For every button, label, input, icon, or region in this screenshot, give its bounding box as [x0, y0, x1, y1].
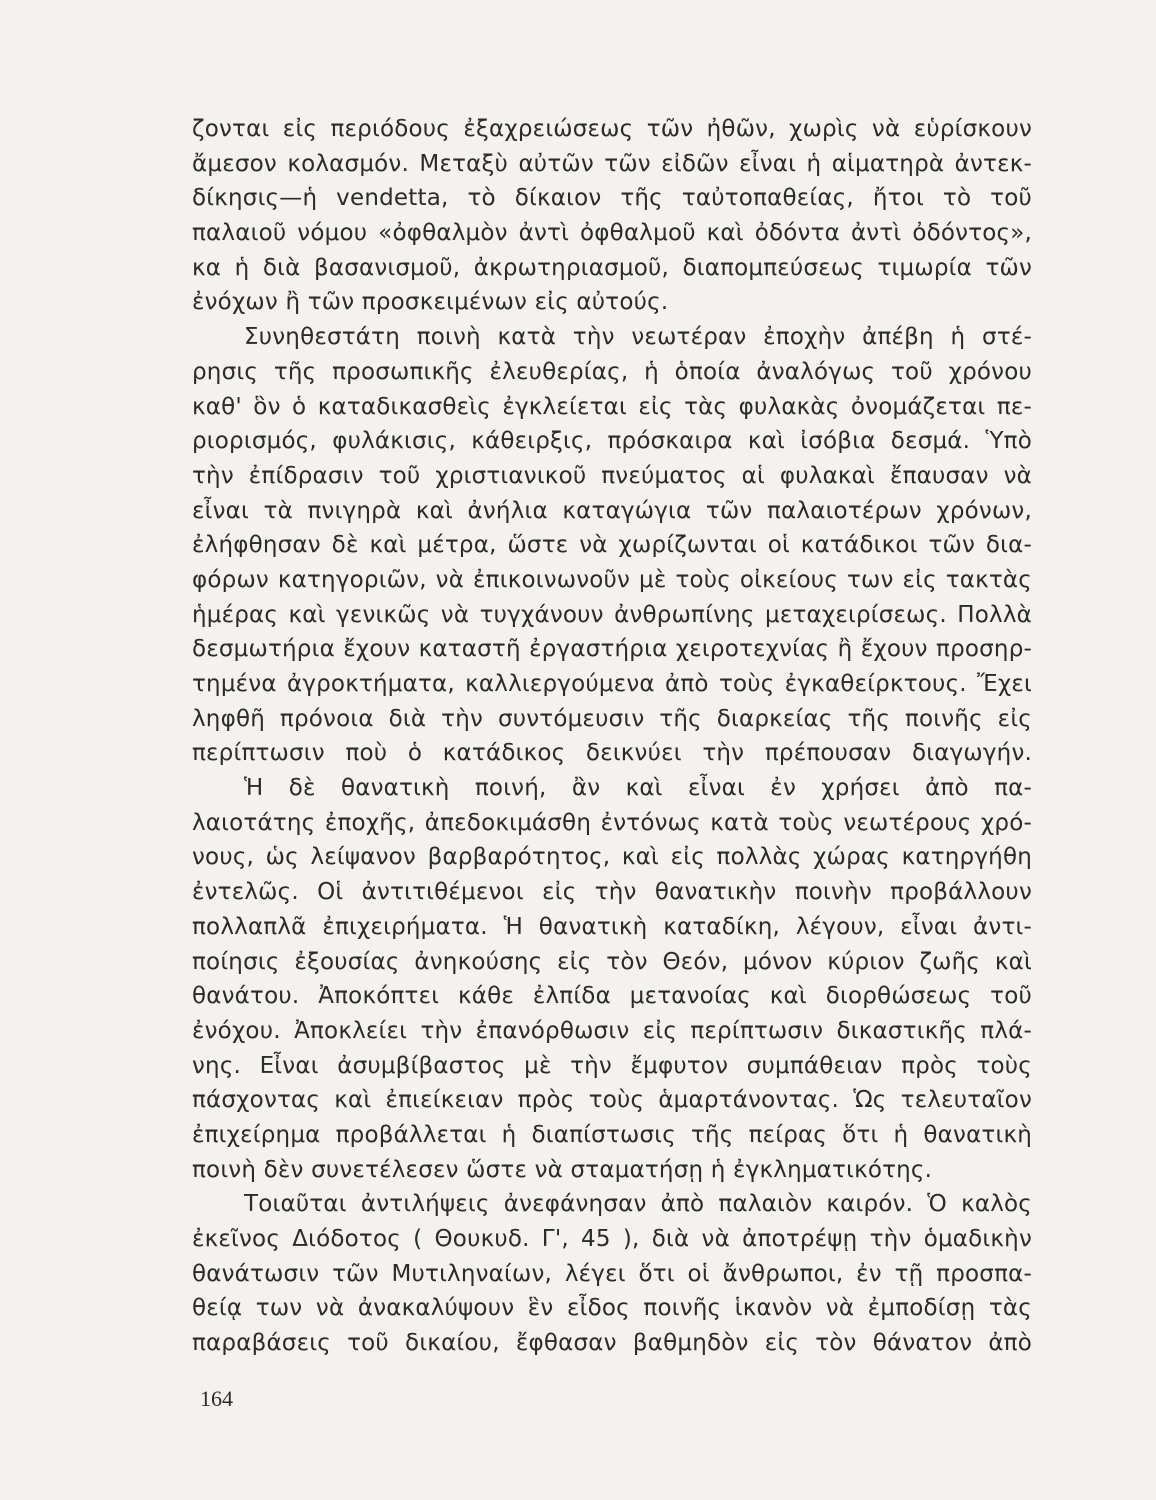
text-line: ἐλήφθησαν δὲ καὶ μέτρα, ὥστε νὰ χωρίζωνται οἱ κατάδικοι τῶν δια-	[192, 532, 1032, 559]
text-line: θανάτωσιν τῶν Μυτιληναίων, λέγει ὅτι οἱ ἄνθρωποι, ἐν τῇ προσπα-	[192, 1260, 1032, 1287]
text-line: ρησις τῆς προσωπικῆς ἐλευθερίας, ἡ ὁποία ἀναλόγως τοῦ χρόνου	[192, 358, 1032, 385]
text-line: Συνηθεστάτη ποινὴ κατὰ τὴν νεωτέραν ἐποχὴν ἀπέβη ἡ στέ-	[244, 324, 1032, 351]
text-line: καθ' ὃν ὁ καταδικασθεὶς ἐγκλείεται εἰς τὰς φυλακὰς ὀνομάζεται πε-	[192, 393, 1032, 420]
text-line: ποίησις ἐξουσίας ἀνηκούσης εἰς τὸν Θεόν, μόνον κύριον ζωῆς καὶ	[192, 948, 1032, 975]
text-line: λαιοτάτης ἐποχῆς, ἀπεδοκιμάσθη ἐντόνως κατὰ τοὺς νεωτέρους χρό-	[192, 809, 1032, 836]
page-number: 164	[200, 1386, 233, 1411]
text-line: παραβάσεις τοῦ δικαίου, ἔφθασαν βαθμηδὸν εἰς τὸν θάνατον ἀπὸ	[192, 1330, 1032, 1357]
text-line: πάσχοντας καὶ ἐπιείκειαν πρὸς τοὺς ἁμαρτάνοντας. Ὡς τελευταῖον	[192, 1087, 1032, 1114]
text-line: ἐκεῖνος Διόδοτος ( Θουκυδ. Γ', 45 ), διὰ νὰ ἀποτρέψῃ τὴν ὁμαδικὴν	[192, 1226, 1032, 1252]
text-line: ἡμέρας καὶ γενικῶς νὰ τυγχάνουν ἀνθρωπίνης μεταχειρίσεως. Πολλὰ	[192, 601, 1032, 628]
text-line: ζονται εἰς περιόδους ἐξαχρειώσεως τῶν ἠθῶν, χωρὶς νὰ εὑρίσκουν	[192, 116, 1032, 142]
text-line: νης. Εἶναι ἀσυμβίβαστος μὲ τὴν ἔμφυτον συμπάθειαν πρὸς τοὺς	[192, 1052, 1032, 1079]
text-line: ἐνόχων ἢ τῶν προσκειμένων εἰς αὐτούς.	[192, 289, 669, 316]
text-line: δίκησις—ἡ vendetta, τὸ δίκαιον τῆς ταὐτοπαθείας, ἤτοι τὸ τοῦ	[192, 185, 1032, 212]
text-line: εἶναι τὰ πνιγηρὰ καὶ ἀνήλια καταγώγια τῶν παλαιοτέρων χρόνων,	[192, 497, 1032, 524]
text-line: κα ἡ διὰ βασανισμοῦ, ἀκρωτηριασμοῦ, διαπομπεύσεως τιμωρία τῶν	[192, 254, 1032, 281]
text-line: θανάτου. Ἀποκόπτει κάθε ἐλπίδα μετανοίας καὶ διορθώσεως τοῦ	[192, 983, 1032, 1010]
text-line: ἐπιχείρημα προβάλλεται ἡ διαπίστωσις τῆς πείρας ὅτι ἡ θανατικὴ	[192, 1121, 1032, 1148]
text-line: Τοιαῦται ἀντιλήψεις ἀνεφάνησαν ἀπὸ παλαιὸν καιρόν. Ὁ καλὸς	[244, 1191, 1032, 1218]
text-line: θείᾳ των νὰ ἀνακαλύψουν ἓν εἶδος ποινῆς ἱκανὸν νὰ ἐμποδίσῃ τὰς	[192, 1295, 1032, 1322]
text-line: ἐνόχου. Ἀποκλείει τὴν ἐπανόρθωσιν εἰς περίπτωσιν δικαστικῆς πλά-	[192, 1017, 1032, 1044]
text-line: παλαιοῦ νόμου «ὀφθαλμὸν ἀντὶ ὀφθαλμοῦ καὶ ὀδόντα ἀντὶ ὀδόντος»,	[192, 220, 1032, 247]
text-line: ριορισμός, φυλάκισις, κάθειρξις, πρόσκαιρα καὶ ἰσόβια δεσμά. Ὑπὸ	[192, 428, 1032, 455]
text-line: νους, ὡς λείψανον βαρβαρότητος, καὶ εἰς πολλὰς χώρας κατηργήθη	[192, 844, 1032, 871]
text-line: ποινὴ δὲν συνετέλεσεν ὥστε νὰ σταματήσῃ ἡ ἐγκληματικότης.	[192, 1156, 933, 1183]
text-line: φόρων κατηγοριῶν, νὰ ἐπικοινωνοῦν μὲ τοὺς οἰκείους των εἰς τακτὰς	[192, 566, 1032, 593]
text-line: ἄμεσον κολασμόν. Μεταξὺ αὐτῶν τῶν εἰδῶν εἶναι ἡ αἱματηρὰ ἀντεκ-	[192, 150, 1032, 177]
text-line: περίπτωσιν ποὺ ὁ κατάδικος δεικνύει τὴν πρέπουσαν διαγωγήν.	[192, 740, 1032, 767]
text-line: ληφθῆ πρόνοια διὰ τὴν συντόμευσιν τῆς διαρκείας τῆς ποινῆς εἰς	[192, 705, 1032, 732]
text-line: πολλαπλᾶ ἐπιχειρήματα. Ἡ θανατικὴ καταδίκη, λέγουν, εἶναι ἀντι-	[192, 913, 1032, 940]
text-line: δεσμωτήρια ἔχουν καταστῆ ἐργαστήρια χειροτεχνίας ἢ ἔχουν προσηρ-	[192, 636, 1032, 663]
text-line: Ἡ δὲ θανατικὴ ποινή, ἂν καὶ εἶναι ἐν χρήσει ἀπὸ πα-	[244, 775, 1032, 802]
text-line: τὴν ἐπίδρασιν τοῦ χριστιανικοῦ πνεύματος αἱ φυλακαὶ ἔπαυσαν νὰ	[192, 462, 1032, 489]
body-text	[192, 112, 1032, 1361]
text-line: ἐντελῶς. Οἱ ἀντιτιθέμενοι εἰς τὴν θανατικὴν ποινὴν προβάλλουν	[192, 879, 1032, 906]
text-line: τημένα ἀγροκτήματα, καλλιεργούμενα ἀπὸ τοὺς ἐγκαθείρκτους. Ἔχει	[192, 671, 1032, 697]
